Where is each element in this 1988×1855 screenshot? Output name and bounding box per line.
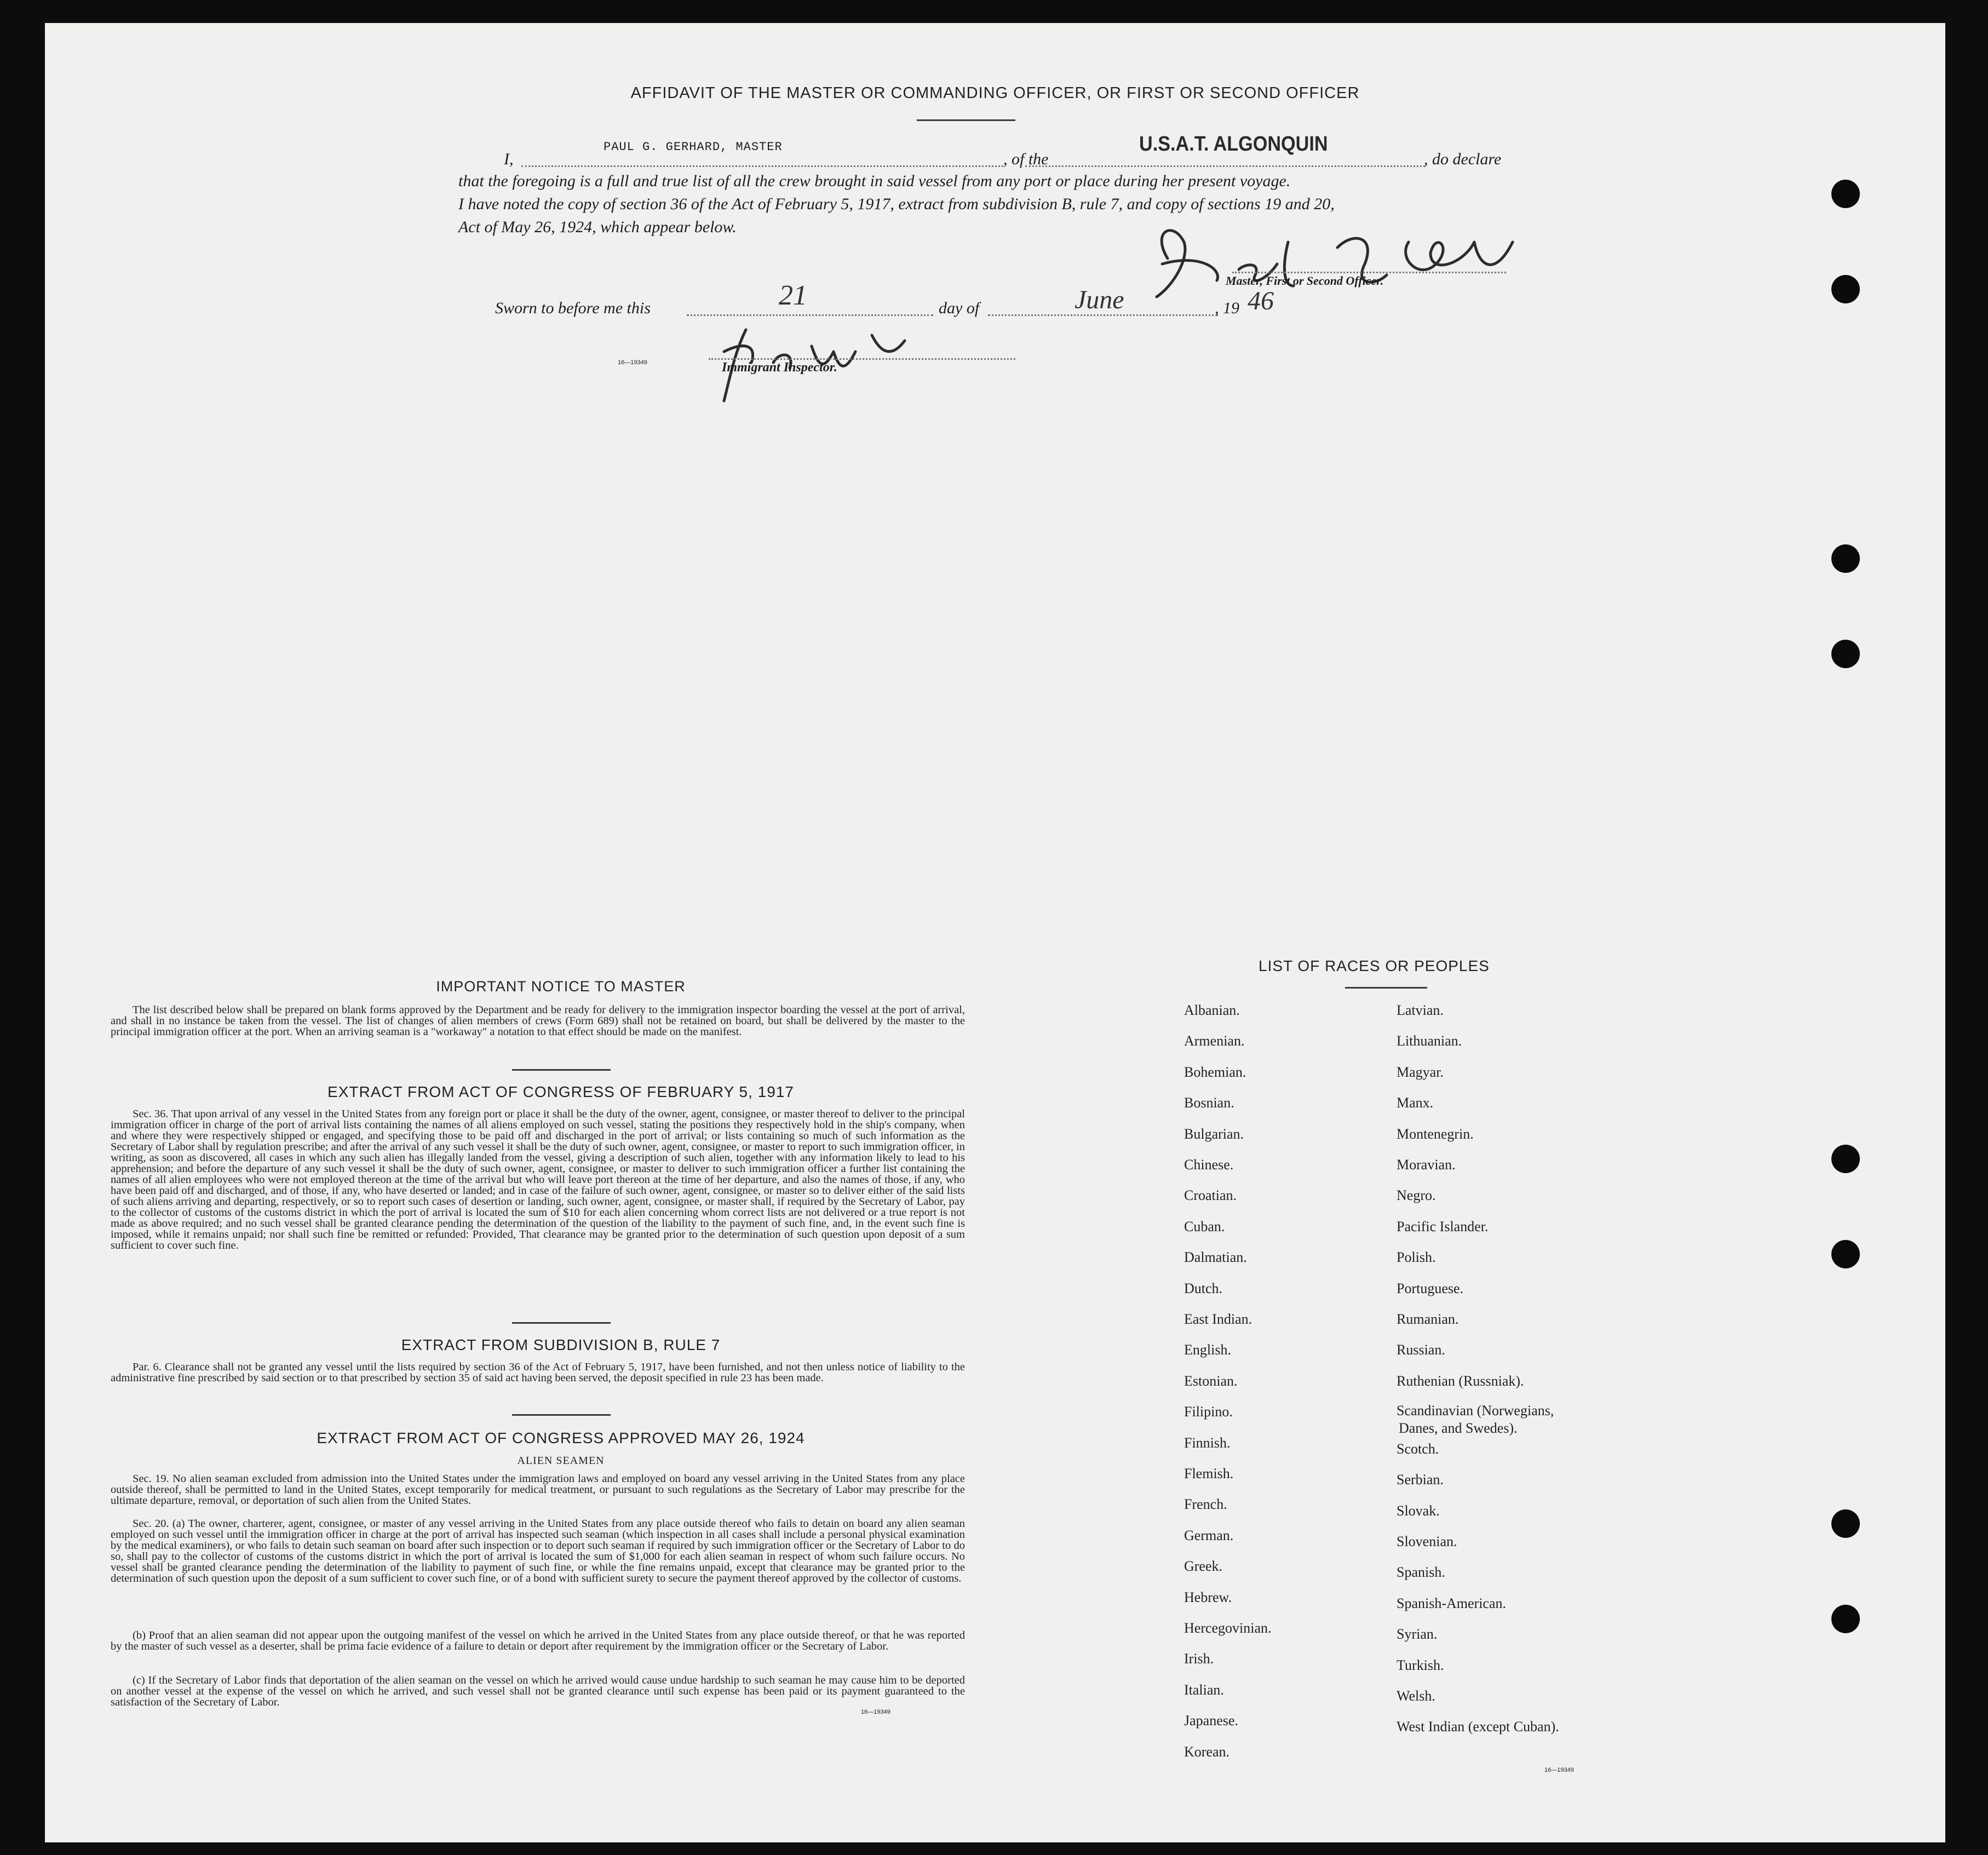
race-item: Dalmatian. — [1184, 1249, 1247, 1266]
race-item: Pacific Islander. — [1397, 1218, 1489, 1234]
sec-20b-text: (b) Proof that an alien seaman did not appear upon the outgoing manifest of the vessel on which he arrived in the United States from any place outside thereof, or that he was reported by the master of such vessel as a deserter, shall be prima facie evidence of a failure to detain or deport after requirement by the immigration officer or the Secretary of Labor. — [111, 1629, 965, 1652]
rule7-divider — [512, 1414, 611, 1416]
race-item: Scandinavian (Norwegians, — [1397, 1403, 1554, 1419]
race-item: Serbian. — [1397, 1472, 1444, 1488]
sworn-label: Sworn to before me this — [495, 299, 651, 317]
race-item: Albanian. — [1184, 1002, 1240, 1018]
race-item: Portuguese. — [1397, 1280, 1464, 1296]
binder-hole — [1831, 640, 1860, 668]
race-item: Hercegovinian. — [1184, 1620, 1272, 1636]
affidavit-line-3: I have noted the copy of section 36 of the Act of February 5, 1917, extract from subdivision B, rule 7, and copy of sections 19 and 20, — [458, 195, 1335, 213]
race-item: Syrian. — [1397, 1626, 1438, 1642]
extract-1917-text: Sec. 36. That upon arrival of any vessel in the United States from any foreign port or place it shall be the duty of the owner, agent, consignee, or master thereof to deliver to the principal immigration officer in charge of the port of arrival lists containing the names of all aliens employed on such vessel, stating the positions they respectively hold in the ship's company, when and where they were respectively shipped or engaged, and specifying those to be paid off and discharged in the port of arrival; or lists containing so much of such information as the Secretary of Labor shall by regulation prescribe; and after the arrival of any such vessel it shall be the duty of such owner, agent, consignee, or master to report to such immigration officer, in writing, as soon as discovered, all cases in which any such alien has illegally landed from the vessel, giving a description of such alien, together with any information likely to lead to his apprehension; and before the departure of any such vessel it shall be the duty of such owner, agent, consignee, or master to deliver to such immigration officer a further list containing the names of all alien employees who were not employed thereon at the time of the arrival but who will leave port thereon at the time of her departure, and also the names of those, if any, who have been paid off and discharged, and of those, if any, who have deserted or landed; and in case of the failure of such owner, agent, consignee, or master so to deliver either of the said lists of such aliens arriving and departing, respectively, or so to report such cases of desertion or landing, such owner, agent, consignee, or master shall, if required by the Secretary of Labor, pay to the collector of customs of the customs district in which the port of arrival is located the sum of $10 for each alien concerning whom correct lists are not delivered or a true report is not made as above required; and no such vessel shall be granted clearance pending the determination of the question of the liability to the payment of such fine, and, in the event such fine is imposed, while it remains unpaid; nor shall such fine be remitted or refunded: Provided, That clearance may be granted prior to the determination of such question upon deposit of a sum sufficient to cover such fine. — [111, 1108, 965, 1251]
race-item: West Indian (except Cuban). — [1397, 1719, 1559, 1735]
race-item: Slovenian. — [1397, 1534, 1457, 1550]
sec-20c-text: (c) If the Secretary of Labor finds that deportation of the alien seaman on the vessel on which he arrived would cause undue hardship to such seaman he may cause him to be deported on another vessel at the expense of the vessel on which he arrived, and such vessel shall not be granted clearance until such expense has been paid or its payment guaranteed to the satisfaction of the Secretary of Labor. — [111, 1674, 965, 1708]
binder-hole — [1831, 544, 1860, 573]
binder-hole — [1831, 1145, 1860, 1173]
binder-hole — [1831, 275, 1860, 303]
race-item: Lithuanian. — [1397, 1033, 1462, 1049]
race-item: Bohemian. — [1184, 1064, 1246, 1080]
race-item: Dutch. — [1184, 1280, 1223, 1296]
race-item: Estonian. — [1184, 1372, 1238, 1389]
document-page — [45, 23, 1945, 1842]
vessel-line — [1025, 165, 1425, 167]
race-item: Slovak. — [1397, 1502, 1440, 1519]
name-line — [521, 165, 1003, 167]
month-value: June — [1075, 285, 1124, 314]
affidavit-line-4: Act of May 26, 1924, which appear below. — [458, 218, 737, 236]
sec-20a-text: Sec. 20. (a) The owner, charterer, agent, consignee, or master of any vessel arriving in the United States from any place outside thereof who fails to detain on board any alien seaman employed on such vessel until the immigration officer in charge at the port of arrival has inspected such seaman (which inspection in all cases shall include a personal physical examination by the medical examiners), or who fails to detain such seaman on board after such inspection or to deport such seaman if required by such immigration officer or the Secretary of Labor to do so, shall pay to the collector of customs of the customs district in which the port of arrival is located the sum of $1,000 for each alien seaman in respect of whom such failure occurs. No vessel shall be granted clearance pending the determination of the liability to payment of such fine, or while the fine remains unpaid, except that clearance may be granted prior to the determination of such question upon the deposit of a sum sufficient to cover such fine, or of a bond with sufficient surety to secure the payment thereof approved by the collector of customs. — [111, 1518, 965, 1584]
race-item: Scotch. — [1397, 1440, 1439, 1457]
race-item: Japanese. — [1184, 1713, 1238, 1729]
race-item: Bulgarian. — [1184, 1125, 1244, 1142]
year-prefix: , 19 — [1215, 299, 1239, 317]
race-item: Spanish-American. — [1397, 1595, 1507, 1611]
master-name: PAUL G. GERHARD, MASTER — [604, 140, 783, 154]
title-divider — [917, 119, 1015, 121]
race-item: Moravian. — [1397, 1157, 1456, 1173]
race-item: Danes, and Swedes). — [1399, 1420, 1518, 1437]
inspector-signature — [713, 313, 921, 406]
affidavit-line-2: that the foregoing is a full and true list of all the crew brought in said vessel from any port or place during her present voyage. — [458, 172, 1291, 190]
binder-hole — [1831, 1240, 1860, 1268]
race-item: Russian. — [1397, 1342, 1445, 1358]
do-declare-label: , do declare — [1424, 150, 1502, 168]
race-item: Polish. — [1397, 1249, 1436, 1266]
extract-form-number: 16—19349 — [861, 1709, 890, 1715]
race-item: Finnish. — [1184, 1434, 1231, 1451]
inspector-label: Immigrant Inspector. — [722, 360, 837, 375]
race-item: Chinese. — [1184, 1157, 1234, 1173]
of-the-label: , of the — [1003, 150, 1049, 168]
extract-1917-divider — [512, 1322, 611, 1324]
extract-1924-subtitle: ALIEN SEAMEN — [517, 1455, 605, 1467]
year-value: 46 — [1248, 286, 1274, 315]
notice-divider — [512, 1069, 611, 1071]
races-title: LIST OF RACES OR PEOPLES — [1259, 957, 1490, 974]
race-item: Greek. — [1184, 1558, 1223, 1575]
race-item: Hebrew. — [1184, 1589, 1232, 1605]
race-item: French. — [1184, 1496, 1227, 1513]
race-item: Bosnian. — [1184, 1095, 1234, 1111]
race-item: Korean. — [1184, 1743, 1230, 1760]
master-signature — [1080, 209, 1551, 313]
binder-hole — [1831, 1605, 1860, 1633]
race-item: Irish. — [1184, 1651, 1214, 1667]
race-item: Turkish. — [1397, 1657, 1444, 1673]
signer-label: Master, First or Second Officer. — [1226, 274, 1384, 288]
extract-1917-title: EXTRACT FROM ACT OF CONGRESS OF FEBRUARY 5, 1917 — [327, 1083, 794, 1100]
binder-hole — [1831, 1509, 1860, 1538]
race-item: Armenian. — [1184, 1033, 1245, 1049]
affidavit-form-number: 16—19349 — [618, 359, 647, 366]
race-item: Negro. — [1397, 1187, 1436, 1204]
race-item: Welsh. — [1397, 1688, 1435, 1704]
signature-line — [1232, 272, 1506, 273]
race-item: Manx. — [1397, 1095, 1434, 1111]
day-of-label: day of — [939, 299, 980, 317]
races-divider — [1345, 987, 1427, 989]
race-item: Italian. — [1184, 1681, 1224, 1698]
rule7-title: EXTRACT FROM SUBDIVISION B, RULE 7 — [401, 1336, 721, 1353]
notice-title: IMPORTANT NOTICE TO MASTER — [436, 978, 686, 995]
day-value: 21 — [779, 280, 807, 311]
binder-hole — [1831, 180, 1860, 208]
race-item: Filipino. — [1184, 1404, 1233, 1420]
sec-19-text: Sec. 19. No alien seaman excluded from admission into the United States under the immigration laws and employed on board any vessel arriving in the United States from any place outside thereof, shall be permitted to land in the United States, except temporarily for medical treatment, or pursuant to such regulations as the Secretary of Labor may prescribe for the ultimate departure, removal, or deportation of such alien from the United States. — [111, 1473, 965, 1507]
notice-text: The list described below shall be prepared on blank forms approved by the Department and be ready for delivery to the immigration inspector boarding the vessel at the port of arrival, and shall in no instance be taken from the vessel. The list of changes of alien members of crews (Form 689) shall not be retained on board, but shall be delivered by the master to the principal immigration officer at the port. When an arriving seaman is a "workaway" a notation to that effect should be made on the manifest. — [111, 1004, 965, 1038]
extract-1924-title: EXTRACT FROM ACT OF CONGRESS APPROVED MAY 26, 1924 — [317, 1429, 805, 1446]
affidavit-title: AFFIDAVIT OF THE MASTER OR COMMANDING OFFICER, OR FIRST OR SECOND OFFICER — [630, 84, 1360, 102]
race-item: Flemish. — [1184, 1466, 1234, 1481]
vessel-name: U.S.A.T. ALGONQUIN — [1139, 133, 1328, 156]
race-item: Montenegrin. — [1397, 1125, 1474, 1142]
rule7-text: Par. 6. Clearance shall not be granted any vessel until the lists required by section 36 of the Act of February 5, 1917, have been furnished, and not then unless notice of liability to the administrative fine prescribed by said section or to that prescribed by section 35 of said act having been served, the deposit specified in rule 23 has been made. — [111, 1361, 965, 1384]
inspector-line — [709, 358, 1015, 360]
race-item: Magyar. — [1397, 1064, 1444, 1080]
race-item: East Indian. — [1184, 1311, 1252, 1327]
i-label: I, — [504, 150, 514, 168]
race-item: Latvian. — [1397, 1002, 1444, 1018]
race-item: Rumanian. — [1397, 1311, 1459, 1327]
race-item: Spanish. — [1397, 1564, 1445, 1581]
race-item: Croatian. — [1184, 1187, 1237, 1204]
race-item: Ruthenian (Russniak). — [1397, 1372, 1524, 1389]
races-form-number: 16—19349 — [1544, 1767, 1574, 1773]
race-item: Cuban. — [1184, 1218, 1225, 1234]
race-item: English. — [1184, 1342, 1231, 1358]
race-item: German. — [1184, 1527, 1234, 1543]
